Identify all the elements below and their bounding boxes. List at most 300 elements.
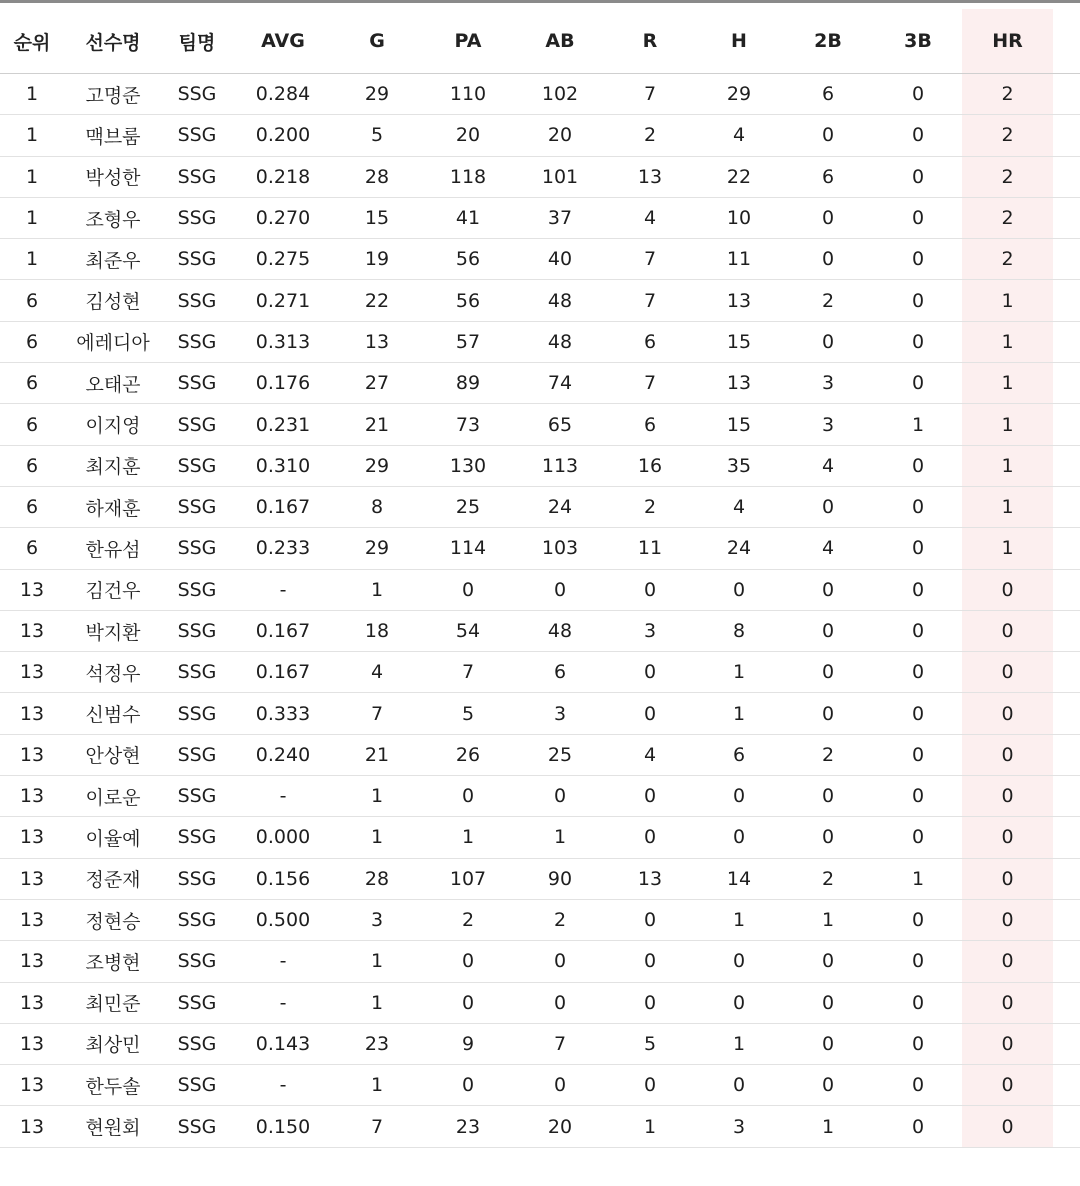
table-row bbox=[0, 982, 1080, 1023]
cell-hr: 0 bbox=[962, 693, 1053, 734]
cell-h: 15 bbox=[696, 404, 782, 445]
col-header-rank[interactable]: 순위 bbox=[0, 9, 64, 74]
cell-ab: 48 bbox=[516, 610, 604, 651]
cell-player-name[interactable]: 고명준 bbox=[64, 74, 162, 115]
cell-player-name[interactable]: 이지영 bbox=[64, 404, 162, 445]
cell-2b: 0 bbox=[782, 239, 874, 280]
cell-3b: 0 bbox=[874, 817, 962, 858]
col-header-avg[interactable]: AVG bbox=[232, 9, 334, 74]
table-row bbox=[0, 74, 1080, 115]
cell-pa: 56 bbox=[420, 239, 516, 280]
cell-avg: 0.500 bbox=[232, 899, 334, 940]
cell-player-name[interactable]: 김건우 bbox=[64, 569, 162, 610]
cell-hr: 1 bbox=[962, 486, 1053, 527]
cell-h: 6 bbox=[696, 734, 782, 775]
cell-avg: - bbox=[232, 569, 334, 610]
cell-pa: 89 bbox=[420, 363, 516, 404]
cell-rank: 1 bbox=[0, 197, 64, 238]
cell-pa: 0 bbox=[420, 1065, 516, 1106]
cell-pa: 0 bbox=[420, 569, 516, 610]
cell-team: SSG bbox=[162, 858, 232, 899]
table-row bbox=[0, 610, 1080, 651]
cell-rank: 13 bbox=[0, 734, 64, 775]
cell-pa: 9 bbox=[420, 1023, 516, 1064]
cell-ab: 0 bbox=[516, 569, 604, 610]
cell-rank: 13 bbox=[0, 982, 64, 1023]
table-row bbox=[0, 941, 1080, 982]
cell-hr: 0 bbox=[962, 858, 1053, 899]
cell-hr: 1 bbox=[962, 404, 1053, 445]
cell-team: SSG bbox=[162, 1065, 232, 1106]
cell-team: SSG bbox=[162, 569, 232, 610]
cell-player-name[interactable]: 오태곤 bbox=[64, 363, 162, 404]
cell-hr: 2 bbox=[962, 156, 1053, 197]
cell-2b: 2 bbox=[782, 280, 874, 321]
cell-avg: 0.200 bbox=[232, 115, 334, 156]
cell-g: 15 bbox=[334, 197, 420, 238]
cell-team: SSG bbox=[162, 776, 232, 817]
row-spacer bbox=[1053, 115, 1080, 156]
cell-3b: 0 bbox=[874, 156, 962, 197]
cell-rank: 13 bbox=[0, 941, 64, 982]
cell-player-name[interactable]: 최민준 bbox=[64, 982, 162, 1023]
cell-r: 0 bbox=[604, 652, 696, 693]
table-row bbox=[0, 569, 1080, 610]
cell-h: 3 bbox=[696, 1106, 782, 1147]
row-spacer bbox=[1053, 156, 1080, 197]
row-spacer bbox=[1053, 239, 1080, 280]
cell-3b: 0 bbox=[874, 941, 962, 982]
cell-pa: 118 bbox=[420, 156, 516, 197]
cell-g: 28 bbox=[334, 156, 420, 197]
cell-h: 0 bbox=[696, 776, 782, 817]
col-header-3b[interactable]: 3B bbox=[874, 9, 962, 74]
cell-r: 11 bbox=[604, 528, 696, 569]
cell-player-name[interactable]: 신범수 bbox=[64, 693, 162, 734]
cell-2b: 1 bbox=[782, 1106, 874, 1147]
cell-player-name[interactable]: 이로운 bbox=[64, 776, 162, 817]
cell-avg: 0.176 bbox=[232, 363, 334, 404]
cell-ab: 48 bbox=[516, 280, 604, 321]
cell-g: 1 bbox=[334, 982, 420, 1023]
col-header-h[interactable]: H bbox=[696, 9, 782, 74]
cell-avg: - bbox=[232, 1065, 334, 1106]
cell-avg: 0.000 bbox=[232, 817, 334, 858]
cell-2b: 4 bbox=[782, 528, 874, 569]
cell-pa: 2 bbox=[420, 899, 516, 940]
cell-team: SSG bbox=[162, 734, 232, 775]
row-spacer bbox=[1053, 817, 1080, 858]
cell-g: 1 bbox=[334, 817, 420, 858]
row-spacer bbox=[1053, 1106, 1080, 1147]
cell-pa: 20 bbox=[420, 115, 516, 156]
table-body bbox=[0, 74, 1080, 1148]
cell-team: SSG bbox=[162, 486, 232, 527]
cell-hr: 1 bbox=[962, 363, 1053, 404]
row-spacer bbox=[1053, 528, 1080, 569]
table-row bbox=[0, 280, 1080, 321]
cell-2b: 0 bbox=[782, 569, 874, 610]
cell-team: SSG bbox=[162, 156, 232, 197]
table-row bbox=[0, 652, 1080, 693]
cell-hr: 2 bbox=[962, 239, 1053, 280]
cell-rank: 1 bbox=[0, 115, 64, 156]
cell-avg: 0.313 bbox=[232, 321, 334, 362]
cell-hr: 0 bbox=[962, 1023, 1053, 1064]
cell-pa: 110 bbox=[420, 74, 516, 115]
row-spacer bbox=[1053, 363, 1080, 404]
table-row bbox=[0, 899, 1080, 940]
cell-pa: 25 bbox=[420, 486, 516, 527]
cell-ab: 3 bbox=[516, 693, 604, 734]
cell-3b: 0 bbox=[874, 280, 962, 321]
cell-player-name[interactable]: 맥브룸 bbox=[64, 115, 162, 156]
cell-player-name[interactable]: 최준우 bbox=[64, 239, 162, 280]
cell-ab: 0 bbox=[516, 941, 604, 982]
cell-2b: 0 bbox=[782, 817, 874, 858]
cell-hr: 0 bbox=[962, 899, 1053, 940]
cell-player-name[interactable]: 에레디아 bbox=[64, 321, 162, 362]
cell-player-name[interactable]: 조형우 bbox=[64, 197, 162, 238]
cell-3b: 0 bbox=[874, 321, 962, 362]
col-header-r[interactable]: R bbox=[604, 9, 696, 74]
cell-3b: 0 bbox=[874, 569, 962, 610]
row-spacer bbox=[1053, 652, 1080, 693]
cell-pa: 0 bbox=[420, 982, 516, 1023]
cell-r: 2 bbox=[604, 115, 696, 156]
cell-team: SSG bbox=[162, 280, 232, 321]
cell-3b: 1 bbox=[874, 858, 962, 899]
cell-team: SSG bbox=[162, 363, 232, 404]
row-spacer bbox=[1053, 486, 1080, 527]
cell-r: 13 bbox=[604, 858, 696, 899]
cell-player-name[interactable]: 조병현 bbox=[64, 941, 162, 982]
batting-stats-table bbox=[0, 9, 1080, 1148]
cell-ab: 90 bbox=[516, 858, 604, 899]
cell-ab: 0 bbox=[516, 776, 604, 817]
cell-player-name[interactable]: 최지훈 bbox=[64, 445, 162, 486]
cell-3b: 0 bbox=[874, 1065, 962, 1106]
row-spacer bbox=[1053, 734, 1080, 775]
cell-3b: 0 bbox=[874, 115, 962, 156]
cell-r: 0 bbox=[604, 941, 696, 982]
cell-player-name[interactable]: 박성한 bbox=[64, 156, 162, 197]
cell-ab: 0 bbox=[516, 1065, 604, 1106]
row-spacer bbox=[1053, 858, 1080, 899]
cell-3b: 0 bbox=[874, 445, 962, 486]
cell-team: SSG bbox=[162, 445, 232, 486]
cell-avg: 0.284 bbox=[232, 74, 334, 115]
table-row bbox=[0, 363, 1080, 404]
cell-ab: 2 bbox=[516, 899, 604, 940]
cell-pa: 5 bbox=[420, 693, 516, 734]
cell-h: 4 bbox=[696, 115, 782, 156]
cell-ab: 102 bbox=[516, 74, 604, 115]
col-header-g[interactable]: G bbox=[334, 9, 420, 74]
cell-avg: 0.333 bbox=[232, 693, 334, 734]
cell-3b: 0 bbox=[874, 197, 962, 238]
cell-ab: 101 bbox=[516, 156, 604, 197]
cell-r: 1 bbox=[604, 1106, 696, 1147]
cell-3b: 0 bbox=[874, 1106, 962, 1147]
cell-pa: 26 bbox=[420, 734, 516, 775]
cell-r: 7 bbox=[604, 280, 696, 321]
cell-team: SSG bbox=[162, 610, 232, 651]
cell-g: 3 bbox=[334, 899, 420, 940]
cell-pa: 57 bbox=[420, 321, 516, 362]
cell-r: 7 bbox=[604, 74, 696, 115]
cell-player-name[interactable]: 한두솔 bbox=[64, 1065, 162, 1106]
table-row bbox=[0, 197, 1080, 238]
cell-g: 29 bbox=[334, 74, 420, 115]
table-row bbox=[0, 156, 1080, 197]
cell-player-name[interactable]: 현원회 bbox=[64, 1106, 162, 1147]
cell-2b: 2 bbox=[782, 734, 874, 775]
cell-h: 14 bbox=[696, 858, 782, 899]
top-border bbox=[0, 0, 1080, 9]
cell-3b: 0 bbox=[874, 776, 962, 817]
cell-2b: 0 bbox=[782, 982, 874, 1023]
cell-r: 6 bbox=[604, 321, 696, 362]
cell-h: 0 bbox=[696, 817, 782, 858]
cell-pa: 130 bbox=[420, 445, 516, 486]
cell-player-name[interactable]: 최상민 bbox=[64, 1023, 162, 1064]
cell-2b: 3 bbox=[782, 404, 874, 445]
cell-avg: 0.275 bbox=[232, 239, 334, 280]
cell-ab: 20 bbox=[516, 1106, 604, 1147]
cell-g: 8 bbox=[334, 486, 420, 527]
cell-rank: 13 bbox=[0, 858, 64, 899]
cell-2b: 0 bbox=[782, 776, 874, 817]
row-spacer bbox=[1053, 693, 1080, 734]
cell-hr: 2 bbox=[962, 115, 1053, 156]
col-header-pa[interactable]: PA bbox=[420, 9, 516, 74]
table-row bbox=[0, 1023, 1080, 1064]
cell-3b: 0 bbox=[874, 899, 962, 940]
table-row bbox=[0, 776, 1080, 817]
cell-hr: 0 bbox=[962, 1065, 1053, 1106]
cell-player-name[interactable]: 박지환 bbox=[64, 610, 162, 651]
cell-player-name[interactable]: 하재훈 bbox=[64, 486, 162, 527]
cell-r: 4 bbox=[604, 734, 696, 775]
cell-pa: 114 bbox=[420, 528, 516, 569]
cell-hr: 2 bbox=[962, 74, 1053, 115]
cell-player-name[interactable]: 이율예 bbox=[64, 817, 162, 858]
cell-ab: 0 bbox=[516, 982, 604, 1023]
cell-g: 4 bbox=[334, 652, 420, 693]
row-spacer bbox=[1053, 74, 1080, 115]
cell-rank: 13 bbox=[0, 652, 64, 693]
row-spacer bbox=[1053, 445, 1080, 486]
cell-h: 24 bbox=[696, 528, 782, 569]
row-spacer bbox=[1053, 776, 1080, 817]
cell-hr: 1 bbox=[962, 321, 1053, 362]
row-spacer bbox=[1053, 404, 1080, 445]
cell-avg: 0.271 bbox=[232, 280, 334, 321]
cell-ab: 24 bbox=[516, 486, 604, 527]
cell-h: 8 bbox=[696, 610, 782, 651]
cell-h: 0 bbox=[696, 569, 782, 610]
cell-h: 11 bbox=[696, 239, 782, 280]
col-header-player-name[interactable]: 선수명 bbox=[64, 9, 162, 74]
cell-2b: 2 bbox=[782, 858, 874, 899]
cell-rank: 6 bbox=[0, 404, 64, 445]
cell-3b: 0 bbox=[874, 652, 962, 693]
cell-2b: 6 bbox=[782, 74, 874, 115]
header-spacer bbox=[1053, 9, 1080, 74]
cell-avg: 0.167 bbox=[232, 610, 334, 651]
cell-rank: 6 bbox=[0, 321, 64, 362]
row-spacer bbox=[1053, 197, 1080, 238]
cell-2b: 0 bbox=[782, 941, 874, 982]
cell-hr: 0 bbox=[962, 941, 1053, 982]
cell-avg: 0.240 bbox=[232, 734, 334, 775]
cell-g: 19 bbox=[334, 239, 420, 280]
cell-g: 27 bbox=[334, 363, 420, 404]
col-header-hr[interactable]: HR bbox=[962, 9, 1053, 74]
cell-pa: 23 bbox=[420, 1106, 516, 1147]
cell-rank: 1 bbox=[0, 74, 64, 115]
cell-g: 7 bbox=[334, 693, 420, 734]
cell-rank: 13 bbox=[0, 693, 64, 734]
cell-r: 0 bbox=[604, 1065, 696, 1106]
cell-h: 1 bbox=[696, 693, 782, 734]
cell-avg: 0.167 bbox=[232, 652, 334, 693]
cell-2b: 3 bbox=[782, 363, 874, 404]
cell-team: SSG bbox=[162, 1106, 232, 1147]
cell-h: 13 bbox=[696, 280, 782, 321]
cell-team: SSG bbox=[162, 528, 232, 569]
table-row bbox=[0, 1065, 1080, 1106]
cell-r: 0 bbox=[604, 982, 696, 1023]
cell-g: 1 bbox=[334, 941, 420, 982]
cell-h: 0 bbox=[696, 941, 782, 982]
cell-team: SSG bbox=[162, 321, 232, 362]
cell-ab: 20 bbox=[516, 115, 604, 156]
cell-ab: 7 bbox=[516, 1023, 604, 1064]
row-spacer bbox=[1053, 280, 1080, 321]
cell-player-name[interactable]: 김성현 bbox=[64, 280, 162, 321]
cell-2b: 0 bbox=[782, 197, 874, 238]
cell-g: 1 bbox=[334, 776, 420, 817]
cell-ab: 65 bbox=[516, 404, 604, 445]
cell-player-name[interactable]: 한유섬 bbox=[64, 528, 162, 569]
cell-rank: 13 bbox=[0, 899, 64, 940]
cell-hr: 0 bbox=[962, 569, 1053, 610]
cell-pa: 1 bbox=[420, 817, 516, 858]
cell-r: 0 bbox=[604, 776, 696, 817]
cell-g: 7 bbox=[334, 1106, 420, 1147]
cell-2b: 6 bbox=[782, 156, 874, 197]
col-header-2b[interactable]: 2B bbox=[782, 9, 874, 74]
cell-2b: 0 bbox=[782, 1023, 874, 1064]
cell-r: 3 bbox=[604, 610, 696, 651]
cell-r: 0 bbox=[604, 693, 696, 734]
table-row bbox=[0, 817, 1080, 858]
cell-ab: 40 bbox=[516, 239, 604, 280]
col-header-team[interactable]: 팀명 bbox=[162, 9, 232, 74]
cell-g: 18 bbox=[334, 610, 420, 651]
cell-ab: 113 bbox=[516, 445, 604, 486]
cell-rank: 13 bbox=[0, 569, 64, 610]
cell-r: 4 bbox=[604, 197, 696, 238]
cell-2b: 0 bbox=[782, 610, 874, 651]
cell-avg: - bbox=[232, 941, 334, 982]
cell-rank: 13 bbox=[0, 1106, 64, 1147]
cell-g: 28 bbox=[334, 858, 420, 899]
cell-h: 10 bbox=[696, 197, 782, 238]
cell-2b: 4 bbox=[782, 445, 874, 486]
cell-team: SSG bbox=[162, 817, 232, 858]
cell-h: 1 bbox=[696, 652, 782, 693]
cell-rank: 1 bbox=[0, 156, 64, 197]
cell-hr: 0 bbox=[962, 610, 1053, 651]
table-row bbox=[0, 858, 1080, 899]
cell-g: 29 bbox=[334, 528, 420, 569]
cell-g: 29 bbox=[334, 445, 420, 486]
cell-2b: 0 bbox=[782, 652, 874, 693]
table-row bbox=[0, 734, 1080, 775]
cell-r: 13 bbox=[604, 156, 696, 197]
cell-player-name[interactable]: 석정우 bbox=[64, 652, 162, 693]
cell-pa: 0 bbox=[420, 941, 516, 982]
cell-3b: 0 bbox=[874, 239, 962, 280]
cell-player-name[interactable]: 안상현 bbox=[64, 734, 162, 775]
cell-3b: 0 bbox=[874, 486, 962, 527]
table-row bbox=[0, 693, 1080, 734]
table-row bbox=[0, 239, 1080, 280]
cell-r: 5 bbox=[604, 1023, 696, 1064]
table-row bbox=[0, 528, 1080, 569]
cell-h: 13 bbox=[696, 363, 782, 404]
cell-r: 6 bbox=[604, 404, 696, 445]
row-spacer bbox=[1053, 610, 1080, 651]
cell-rank: 13 bbox=[0, 817, 64, 858]
cell-avg: - bbox=[232, 776, 334, 817]
row-spacer bbox=[1053, 321, 1080, 362]
cell-3b: 0 bbox=[874, 982, 962, 1023]
cell-player-name[interactable]: 정현승 bbox=[64, 899, 162, 940]
cell-3b: 0 bbox=[874, 363, 962, 404]
cell-avg: 0.150 bbox=[232, 1106, 334, 1147]
cell-3b: 0 bbox=[874, 734, 962, 775]
cell-ab: 1 bbox=[516, 817, 604, 858]
cell-h: 4 bbox=[696, 486, 782, 527]
cell-player-name[interactable]: 정준재 bbox=[64, 858, 162, 899]
table-row bbox=[0, 321, 1080, 362]
cell-h: 0 bbox=[696, 982, 782, 1023]
col-header-ab[interactable]: AB bbox=[516, 9, 604, 74]
cell-2b: 0 bbox=[782, 486, 874, 527]
cell-hr: 0 bbox=[962, 652, 1053, 693]
row-spacer bbox=[1053, 1023, 1080, 1064]
cell-h: 29 bbox=[696, 74, 782, 115]
cell-2b: 0 bbox=[782, 693, 874, 734]
table-row bbox=[0, 1106, 1080, 1147]
table-row bbox=[0, 445, 1080, 486]
cell-3b: 0 bbox=[874, 610, 962, 651]
cell-hr: 1 bbox=[962, 445, 1053, 486]
cell-ab: 74 bbox=[516, 363, 604, 404]
cell-g: 1 bbox=[334, 569, 420, 610]
cell-team: SSG bbox=[162, 239, 232, 280]
cell-2b: 1 bbox=[782, 899, 874, 940]
cell-avg: 0.167 bbox=[232, 486, 334, 527]
table-row bbox=[0, 486, 1080, 527]
cell-rank: 6 bbox=[0, 528, 64, 569]
row-spacer bbox=[1053, 1065, 1080, 1106]
cell-team: SSG bbox=[162, 652, 232, 693]
